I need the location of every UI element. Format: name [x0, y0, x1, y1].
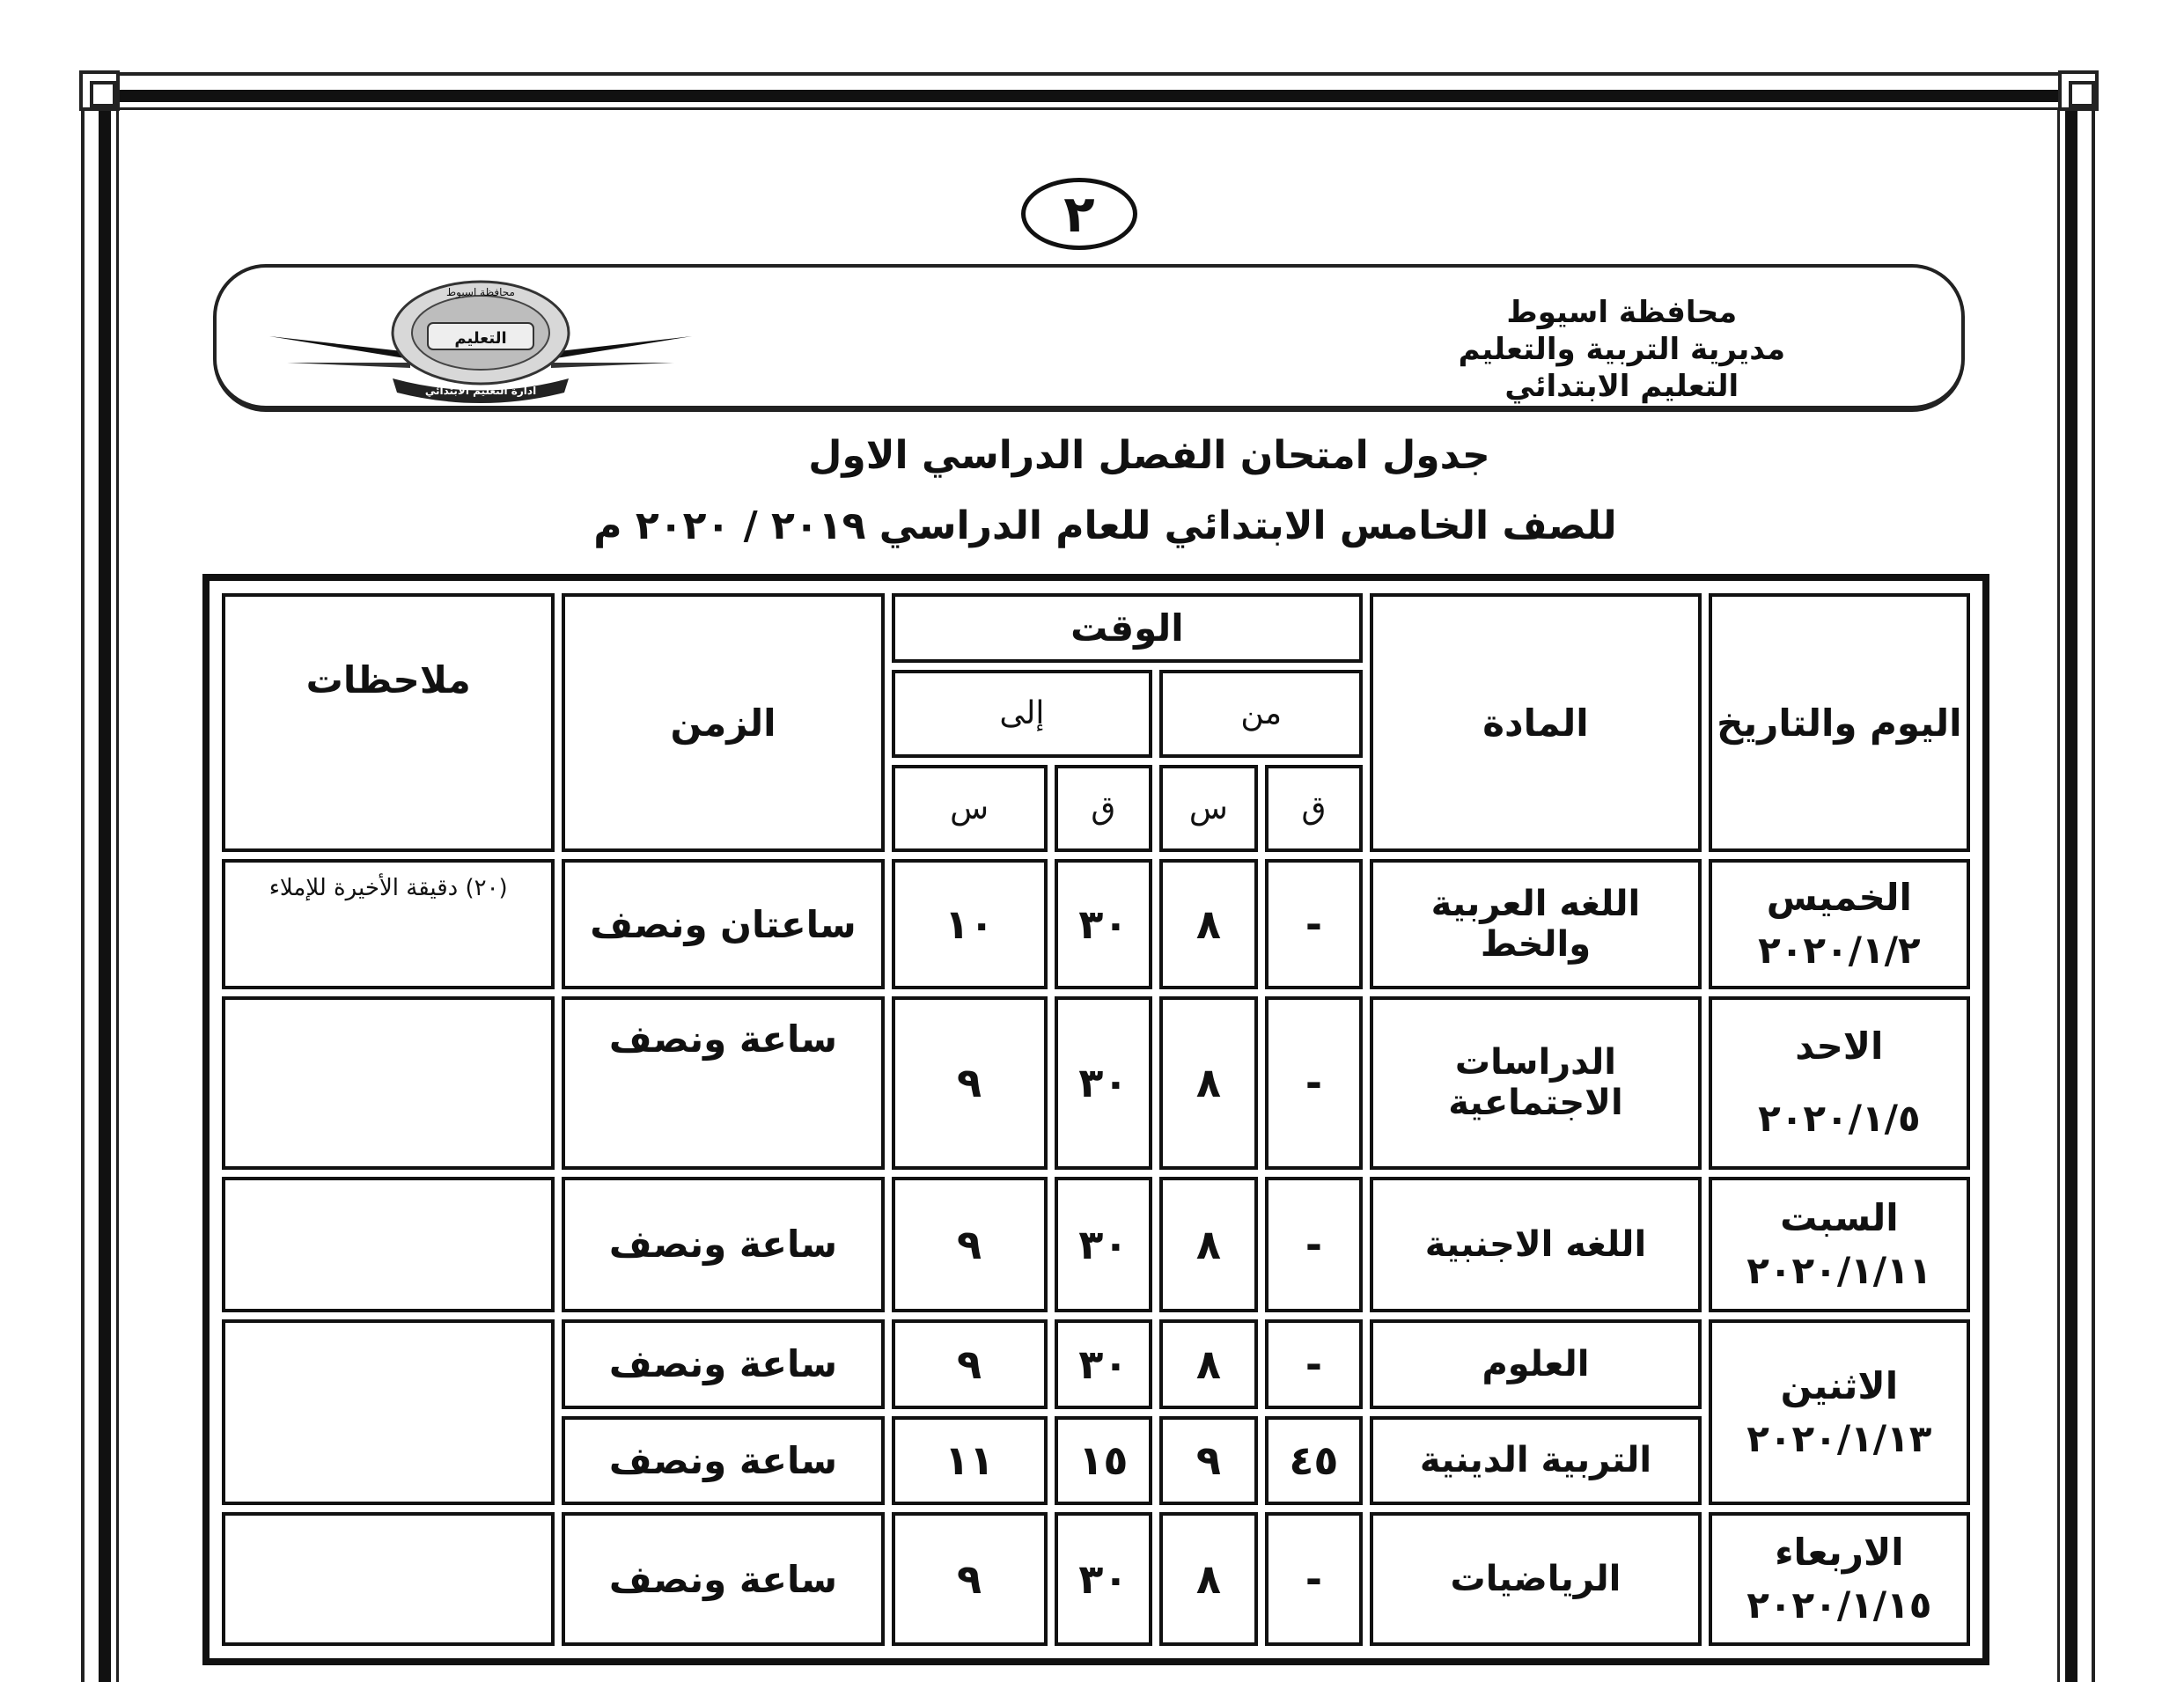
header-to-minute: ق: [1055, 765, 1153, 853]
to-hour-cell: ٩: [892, 1177, 1048, 1312]
exam-schedule-table: [202, 574, 1989, 1665]
to-minute-cell: ٣٠: [1055, 1177, 1153, 1312]
day-name: السبت: [1780, 1195, 1899, 1239]
subject-cell: التربية الدينية: [1370, 1416, 1701, 1506]
header-duration: الزمن: [562, 593, 884, 852]
office-name: [1459, 294, 1785, 405]
from-hour-cell: ٨: [1159, 1177, 1257, 1312]
day-name: الخميس: [1766, 876, 1912, 920]
table-row: [222, 1512, 1970, 1646]
table-row: [222, 859, 1970, 988]
notes-cell: [222, 1177, 555, 1312]
duration-cell: ساعتان ونصف: [562, 859, 884, 988]
from-hour-cell: ٩: [1159, 1416, 1257, 1506]
from-minute-cell: ٤٥: [1265, 1416, 1364, 1506]
header-to: إلى: [892, 670, 1153, 758]
emblem-ribbon-text: ادارة التعليم الابتدائي: [424, 385, 537, 397]
to-minute-cell: ٣٠: [1055, 1512, 1153, 1646]
header-day-date: اليوم والتاريخ: [1709, 593, 1970, 852]
to-hour-cell: ١٠: [892, 859, 1048, 988]
subject-cell: اللغه العربية والخط: [1370, 859, 1701, 988]
ministry-emblem-icon: [252, 275, 710, 407]
exam-date: ٢٠٢٠/١/٥: [1758, 1097, 1921, 1141]
exam-date: ٢٠٢٠/١/١٥: [1746, 1583, 1932, 1627]
day-date-cell: [1709, 1177, 1970, 1312]
header-notes: ملاحظات: [222, 593, 555, 852]
header-subject: المادة: [1370, 593, 1701, 852]
table-row: [222, 1177, 1970, 1312]
to-hour-cell: ٩: [892, 1512, 1048, 1646]
header-from-minute: ق: [1265, 765, 1364, 853]
corner-ornament: [2058, 70, 2099, 111]
office-line-governorate: محافظة اسيوط: [1506, 295, 1738, 330]
header-from: من: [1159, 670, 1363, 758]
from-minute-cell: -: [1265, 1177, 1364, 1312]
notes-cell: [222, 996, 555, 1170]
to-minute-cell: ٣٠: [1055, 1319, 1153, 1409]
corner-ornament: [79, 70, 120, 111]
from-minute-cell: -: [1265, 1512, 1364, 1646]
duration-cell: ساعة ونصف: [562, 1177, 884, 1312]
to-hour-cell: ١١: [892, 1416, 1048, 1506]
from-minute-cell: -: [1265, 859, 1364, 988]
table-row: [222, 1319, 1970, 1409]
subject-cell: الدراسات الاجتماعية: [1370, 996, 1701, 1170]
notes-cell: [222, 1512, 555, 1646]
to-minute-cell: ٣٠: [1055, 859, 1153, 988]
exam-date: ٢٠٢٠/١/١١: [1746, 1248, 1932, 1292]
office-line-directorate: مديرية التربية والتعليم: [1458, 332, 1785, 367]
from-hour-cell: ٨: [1159, 859, 1257, 988]
exam-date: ٢٠٢٠/١/٢: [1758, 929, 1921, 973]
office-line-department: التعليم الابتدائي: [1504, 369, 1739, 404]
page-number: ٢: [1021, 178, 1137, 250]
header-box: [213, 264, 1965, 412]
schedule-subtitle: للصف الخامس الابتدائي للعام الدراسي ٢٠١٩ / ٢٠٢٠ م: [593, 503, 1617, 548]
day-name: الاثنين: [1780, 1363, 1899, 1407]
duration-cell: ساعة ونصف: [562, 1512, 884, 1646]
from-minute-cell: -: [1265, 1319, 1364, 1409]
header-time: الوقت: [892, 593, 1364, 663]
table-row: [222, 996, 1970, 1170]
exam-date: ٢٠٢٠/١/١٣: [1746, 1416, 1932, 1460]
subject-cell: العلوم: [1370, 1319, 1701, 1409]
duration-cell: ساعة ونصف: [562, 1319, 884, 1409]
to-minute-cell: ٣٠: [1055, 996, 1153, 1170]
to-hour-cell: ٩: [892, 1319, 1048, 1409]
emblem-top-text: محافظة اسيوط: [446, 286, 515, 298]
header-from-hour: س: [1159, 765, 1257, 853]
day-date-cell: [1709, 996, 1970, 1170]
schedule-title: جدول امتحان الفصل الدراسي الاول: [808, 433, 1490, 478]
subject-cell: اللغه الاجنبية: [1370, 1177, 1701, 1312]
day-name: الاحد: [1795, 1025, 1884, 1069]
notes-cell: [222, 1319, 555, 1506]
subject-cell: الرياضيات: [1370, 1512, 1701, 1646]
day-date-cell: [1709, 859, 1970, 988]
notes-cell: (٢٠) دقيقة الأخيرة للإملاء: [222, 859, 555, 988]
to-minute-cell: ١٥: [1055, 1416, 1153, 1506]
to-hour-cell: ٩: [892, 996, 1048, 1170]
from-hour-cell: ٨: [1159, 996, 1257, 1170]
duration-cell: ساعة ونصف: [562, 996, 884, 1170]
from-hour-cell: ٨: [1159, 1319, 1257, 1409]
emblem-center-text: التعليم: [454, 329, 507, 348]
header-to-hour: س: [892, 765, 1048, 853]
day-date-cell: [1709, 1319, 1970, 1506]
duration-cell: ساعة ونصف: [562, 1416, 884, 1506]
day-date-cell: [1709, 1512, 1970, 1646]
from-hour-cell: ٨: [1159, 1512, 1257, 1646]
day-name: الاربعاء: [1775, 1531, 1904, 1575]
from-minute-cell: -: [1265, 996, 1364, 1170]
